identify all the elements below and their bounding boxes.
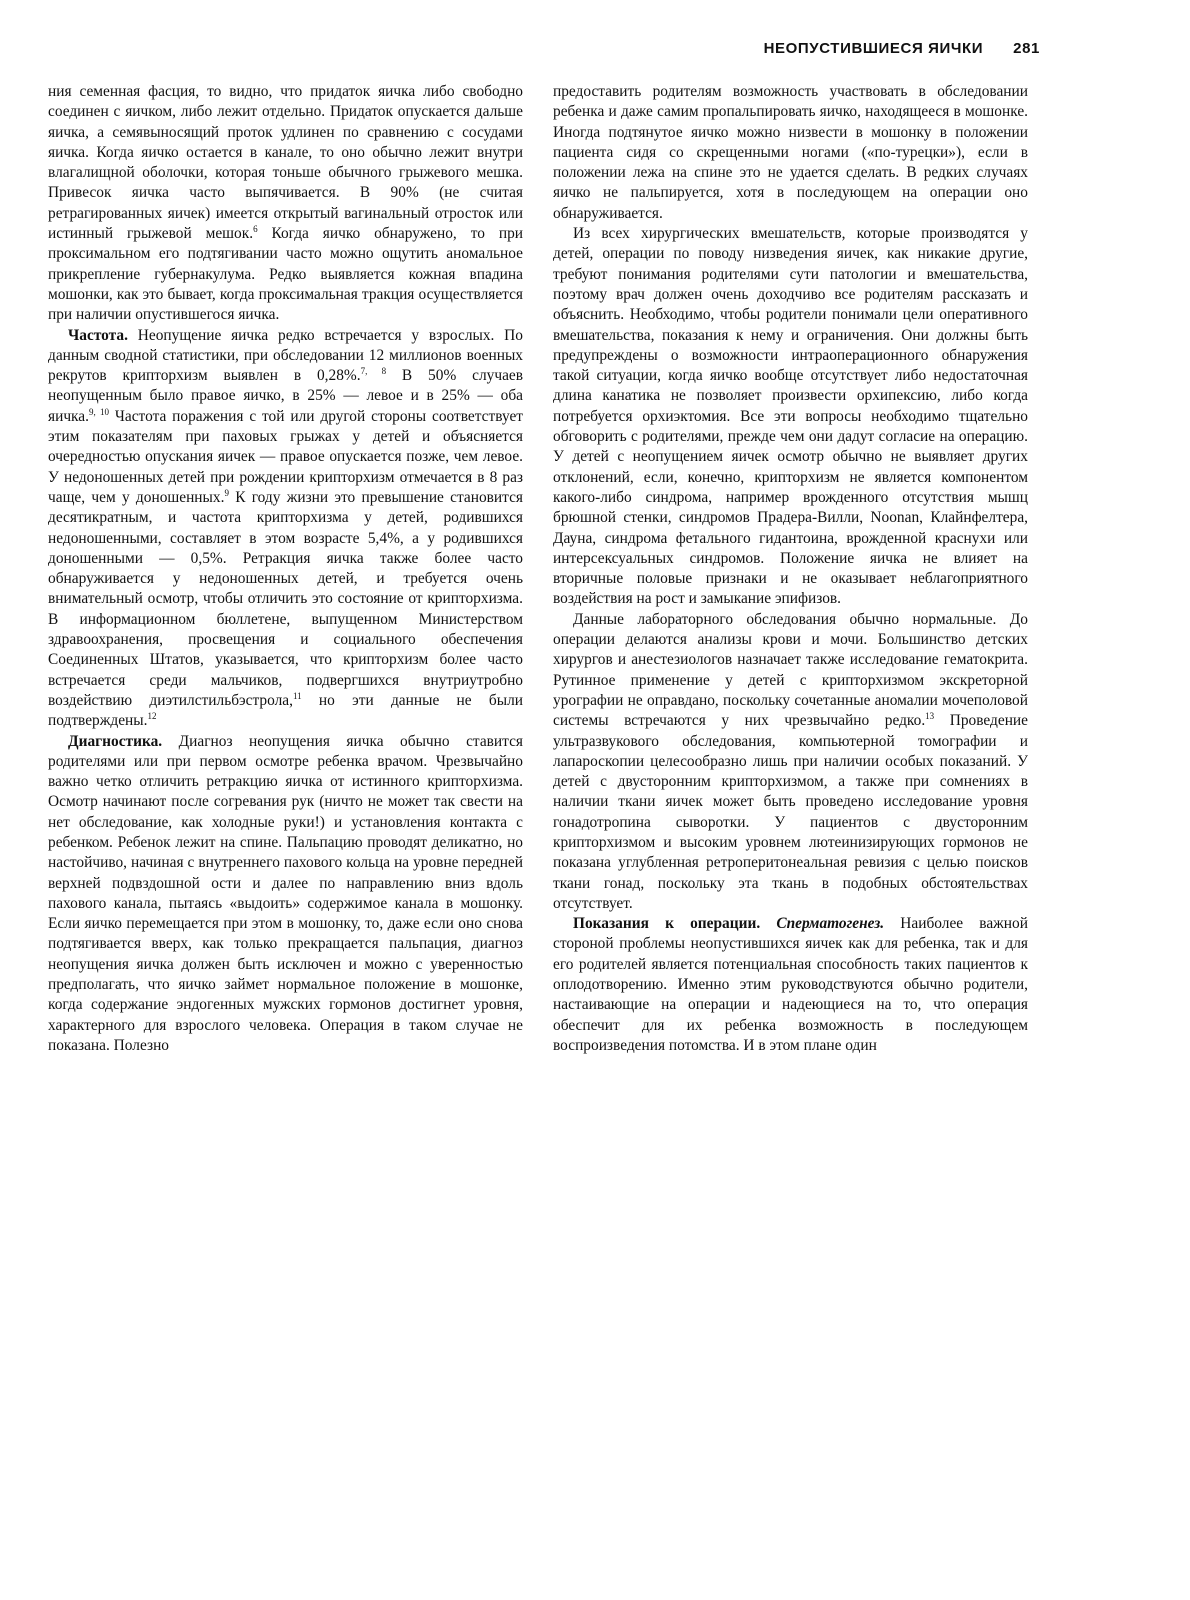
reference-mark: 9	[224, 487, 229, 498]
paragraph-diagnostics: Диагностика. Диагноз неопущения яичка обычно ставится родителями или при первом осмотре ребенка врачом. Чрезвычайно важно четко отличить ретракцию яичка от истинного крипторхизма. Осмотр начинают после согревания рук (ничто не может так свести на нет обследование, как холодные руки!) и установления контакта с ребенком. Ребенок лежит на спине. Пальпацию проводят деликатно, но настойчиво, начиная с внутреннего пахового кольца на уровне передней верхней подвздошной ости и далее по направлению вниз вдоль пахового канала, пытаясь «выдоить» содержимое канала в мошонку. Если яичко перемещается при этом в мошонку, то, даже если оно снова подтягивается вверх, как только прекращается пальпация, диагноз неопущения яичка должен быть исключен и можно с уверенностью предполагать, что яичко займет нормальное положение в мошонке, когда содержание эндогенных мужских гормонов достигнет уровня, характерного для взрослого человека. Операция в таком случае не показана. Полезно	[48, 732, 523, 1054]
reference-mark: 7, 8	[360, 366, 387, 377]
reference-mark: 12	[147, 711, 157, 722]
section-lead: Диагностика.	[68, 732, 163, 750]
subsection-lead: Сперматогенез.	[776, 915, 885, 933]
paragraph: ния семенная фасция, то видно, что придаток яичка либо свободно соединен с яичком, либо лежит отдельно. Придаток опускается дальше яичка, а семявыносящий проток удлинен по сравнению с сосудами яичка. Когда яичко остается в канале, то оно обычно лежит внутри влагалищной оболочки, которая тоньше обычного грыжевого мешка. Привесок яичка часто выпячивается. В 90% (не считая ретрагированных яичек) имеется открытый вагинальный отросток или истинный грыжевой мешок.$^6$ Когда яичко обнаружено, то при проксимальном его подтягивании часто можно ощутить аномальное прикрепление губернакулума. Редко выявляется кожная впадина мошонки, как это бывает, когда проксимальная тракция осуществляется при наличии опустившегося яичка.	[48, 83, 523, 324]
section-lead: Частота.	[68, 326, 128, 344]
chapter-title: НЕОПУСТИВШИЕСЯ ЯИЧКИ	[763, 40, 984, 57]
reference-mark: 11	[292, 690, 302, 701]
running-head	[764, 40, 1040, 57]
reference-mark: 6	[253, 223, 258, 234]
paragraph-lab-tests: Данные лабораторного обследования обычно нормальные. До операции делаются анализы крови и мочи. Большинство детских хирургов и анестезиологов назначает также исследование гематокрита. Рутинное применение у детей с крипторхизмом экскреторной урографии не оправдано, поскольку сочетанные аномалии мочеполовой системы встречаются у них чрезвычайно редко.$^{13}$ Проведение ультразвукового обследования, компьютерной томографии и лапароскопии целесообразно лишь при наличии особых показаний. У детей с двусторонним крипторхизмом, а также при сомнениях в наличии ткани яичек может быть проведено исследование уровня гонадотропина сыворотки. У пациентов с двусторонним крипторхизмом и высоким уровнем лютеинизирующих гормонов не показана углубленная ретроперитонеальная ревизия с целью поисков ткани гонад, поскольку эта ткань в подобных обстоятельствах отсутствует.	[553, 610, 1028, 912]
reference-mark: 13	[925, 711, 935, 722]
paragraph-indications: Показания к операции. Сперматогенез. Наиболее важной стороной проблемы неопустившихся яичек как для ребенка, так и для его родителей является потенциальная способность таких пациентов к оплодотворению. Именно этим руководствуются обычно родители, настаивающие на операции и надеющиеся на то, что операция обеспечит для их ребенка возможность в последующем воспроизведения потомства. И в этом плане один	[553, 915, 1028, 1054]
paragraph: Из всех хирургических вмешательств, которые производятся у детей, операции по поводу низведения яичек, как никакие другие, требуют понимания родителями сути патологии и вмешательства, поэтому врач должен очень доходчиво все родителям рассказать и объяснить. Необходимо, чтобы родители понимали цели оперативного вмешательства, показания к нему и ограничения. Они должны быть предупреждены о возможности интраоперационного обнаружения такой ситуации, когда яичко вообще отсутствует либо недостаточная длина канатика не позволяет произвести орхипексию, либо когда потребуется орхиэктомия. Все эти вопросы необходимо тщательно обговорить с родителями, прежде чем они дадут согласие на операцию. У детей с неопущением яичек осмотр обычно не выявляет других отклонений, если, конечно, крипторхизм не является компонентом какого-либо синдрома, например врожденного отсутствия мышц брюшной стенки, синдромов Прадера-Вилли, Noonan, Клайнфелтера, Дауна, синдрома фетального гидантоина, врожденной краснухи или интерсексуальных синдромов. Положение яичка не влияет на вторичные половые признаки и не оказывает неблагоприятного воздействия на рост и замыкание эпифизов.	[553, 225, 1028, 608]
right-column	[553, 82, 1028, 1056]
page-number: 281	[1013, 40, 1040, 57]
paragraph-frequency: Частота. Неопущение яичка редко встречается у взрослых. По данным сводной статистики, при обследовании 12 миллионов военных рекрутов крипторхизм выявлен в 0,28%.$^{7, 8}$ В 50% случаев неопущенным было правое яичко, в 25% — левое и в 25% — оба яичка.$^{9, 10}$ Частота поражения с той или другой стороны соответствует этим показателям при паховых грыжах у детей и объясняется очередностью опускания яичек — правое опускается позже, чем левое. У недоношенных детей при рождении крипторхизм отмечается в 8 раз чаще, чем у доношенных.$^9$ К году жизни это превышение становится десятикратным, и частота крипторхизма у детей, родившихся недоношенными, составляет в этом возрасте 5,4%, а у родившихся доношенными — 0,5%. Ретракция яичка также более часто обнаруживается у недоношенных детей, и требуется очень внимательный осмотр, чтобы отличить это состояние от крипторхизма. В информационном бюллетене, выпущенном Министерством здравоохранения, просвещения и социального обеспечения Соединенных Штатов, указывается, что крипторхизм более часто встречается среди мальчиков, подвергшихся внутриутробно воздействию диэтилстильбэстрола,$^{11}$ но эти данные не были подтверждены.$^{12}$	[48, 326, 524, 730]
reference-mark: 9, 10	[88, 406, 110, 417]
section-lead: Показания к операции.	[573, 915, 761, 933]
left-column	[48, 82, 523, 1056]
paragraph: предоставить родителям возможность участвовать в обследовании ребенка и даже самим пропальпировать яичко, находящееся в мошонке. Иногда подтянутое яичко можно низвести в мошонку в положении пациента сидя со скрещенными ногами («по-турецки»), если в положении лежа на спине это не удается сделать. В редких случаях яичко не пальпируется, хотя в последующем на операции оно обнаруживается.	[553, 83, 1028, 222]
